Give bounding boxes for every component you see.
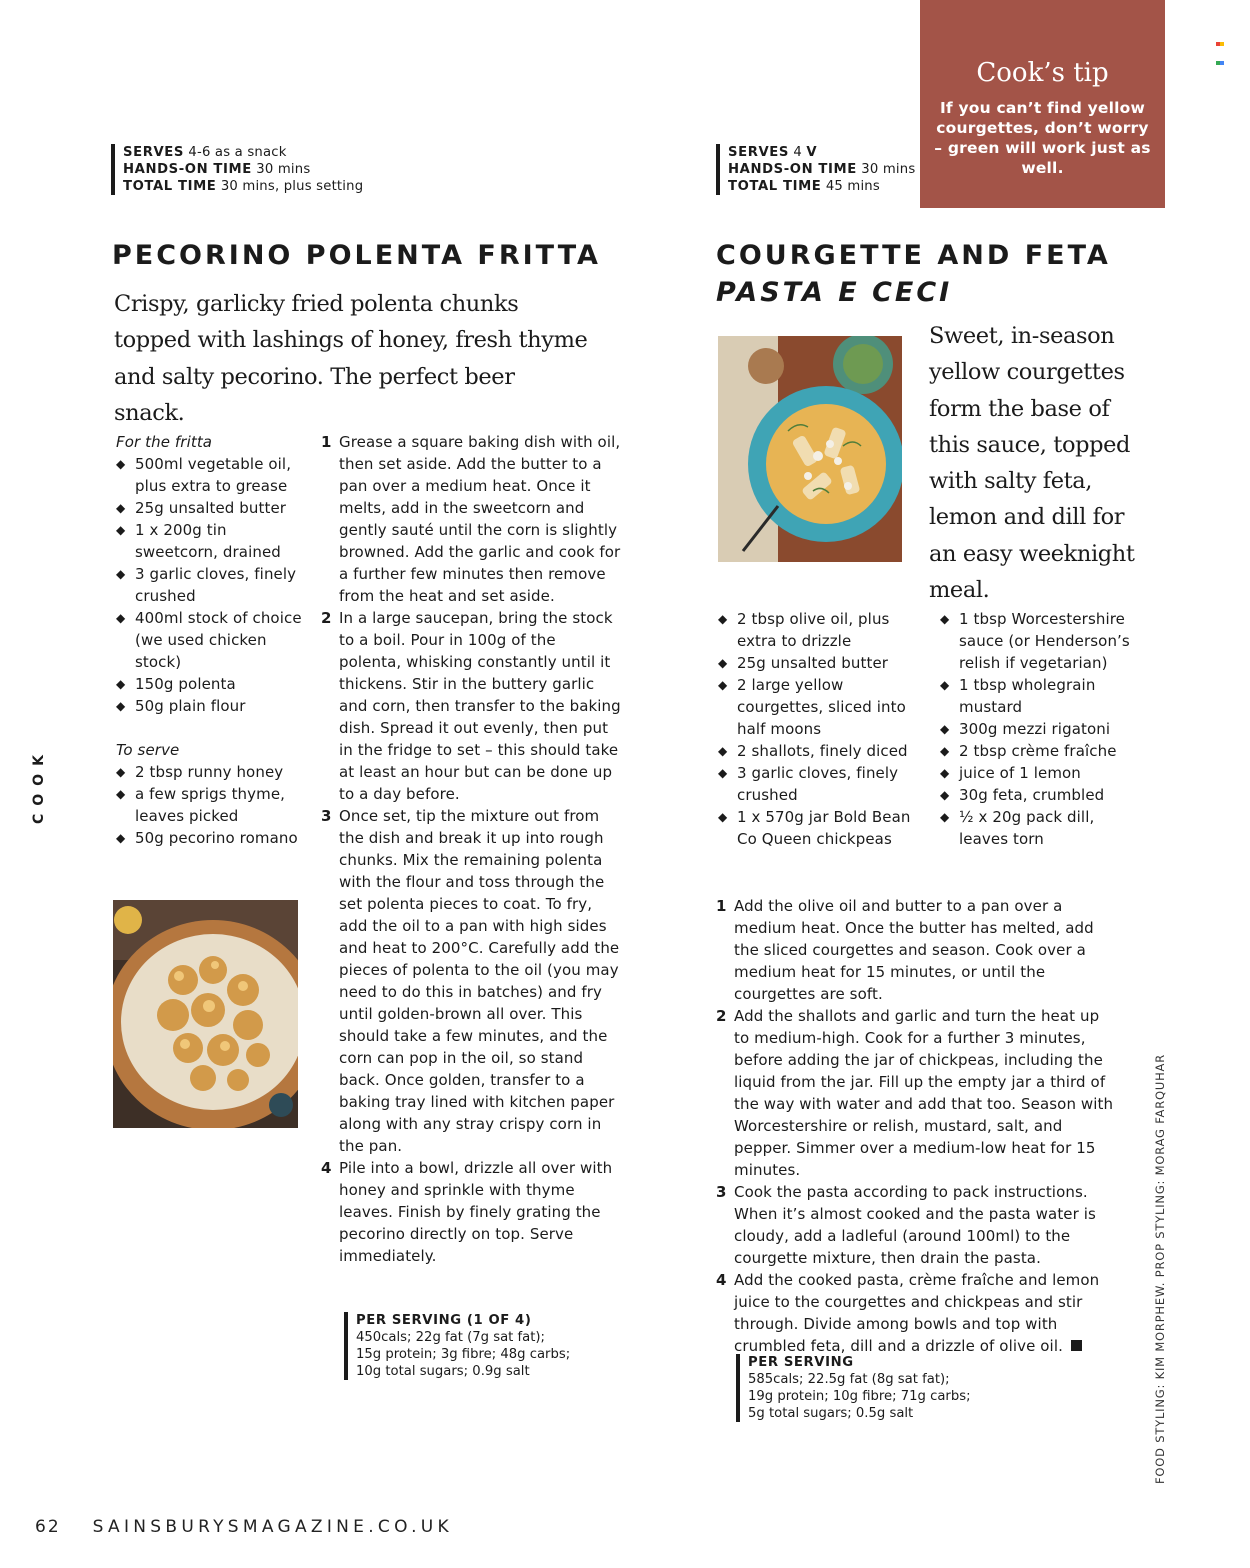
polenta-fritta-illustration bbox=[113, 900, 298, 1128]
ingredient-item: ◆ 300g mezzi rigatoni bbox=[940, 718, 1140, 740]
recipe2-timings bbox=[716, 144, 916, 195]
ingredients-heading-fritta: For the fritta bbox=[116, 433, 213, 451]
courgette-pasta-illustration bbox=[718, 336, 902, 562]
hands-on-label: HANDS-ON TIME bbox=[728, 162, 857, 177]
step-text: Grease a square baking dish with oil, then set aside. Add the butter to a pan over a medium heat. Once it melts, add in the sweetcorn and gently sauté until the corn is slightly browned. Add the garlic and cook for a further few minutes then remove from the heat and set aside. bbox=[339, 433, 621, 605]
nutrition-heading: PER SERVING (1 OF 4) bbox=[356, 1313, 532, 1328]
corner-logo-dots bbox=[1216, 31, 1226, 40]
step-number: 1 bbox=[716, 897, 727, 915]
cooks-tip-box bbox=[920, 0, 1165, 208]
ingredient-item: ◆ 3 garlic cloves, finely crushed bbox=[718, 762, 918, 806]
end-of-recipe-marker bbox=[1071, 1340, 1082, 1351]
step-number: 3 bbox=[716, 1183, 727, 1201]
nutrition-line: 585cals; 22.5g fat (8g sat fat); bbox=[748, 1372, 950, 1387]
method-step bbox=[321, 431, 621, 607]
nutrition-line: 5g total sugars; 0.5g salt bbox=[748, 1406, 914, 1421]
recipe1-intro: Crispy, garlicky fried polenta chunks topped with lashings of honey, fresh thyme and salty pecorino. The perfect beer snack. bbox=[114, 291, 588, 426]
recipe2-intro: Sweet, in-season yellow courgettes form the base of this sauce, topped with salty feta, lemon and dill for an easy weeknight meal. bbox=[929, 323, 1135, 604]
recipe2-ingredients-right bbox=[940, 608, 1140, 850]
photo-credits: FOOD STYLING: KIM MORPHEW. PROP STYLING: MORAG FARQUHAR bbox=[1153, 1054, 1167, 1484]
method-step bbox=[716, 895, 1116, 1005]
page-footer bbox=[35, 1517, 453, 1537]
ingredient-item: ◆ 500ml vegetable oil, plus extra to grease bbox=[116, 453, 306, 497]
ingredient-item: ◆ 3 garlic cloves, finely crushed bbox=[116, 563, 306, 607]
ingredient-item: ◆ ½ x 20g pack dill, leaves torn bbox=[940, 806, 1140, 850]
serves-value: 4-6 as a snack bbox=[188, 145, 287, 160]
ingredient-item: ◆ 25g unsalted butter bbox=[718, 652, 918, 674]
step-number: 1 bbox=[321, 433, 332, 451]
ingredient-item: ◆ 2 large yellow courgettes, sliced into half moons bbox=[718, 674, 918, 740]
ingredient-item: ◆ 2 tbsp runny honey bbox=[116, 761, 306, 783]
step-text: Add the olive oil and butter to a pan over a medium heat. Once the butter has melted, add the sliced courgettes and season. Cook over a medium heat for 15 minutes, or until the courgettes are soft. bbox=[734, 897, 1094, 1003]
ingredient-item: ◆ 1 x 570g jar Bold Bean Co Queen chickpeas bbox=[718, 806, 918, 850]
recipe1-nutrition bbox=[344, 1312, 604, 1380]
ingredient-item: ◆ 30g feta, crumbled bbox=[940, 784, 1140, 806]
section-tag: COOK bbox=[31, 747, 47, 824]
ingredient-item: ◆ 50g pecorino romano bbox=[116, 827, 306, 849]
total-time-label: TOTAL TIME bbox=[123, 179, 217, 194]
recipe2-title-line2: PASTA E CECI bbox=[716, 277, 953, 308]
vegetarian-mark: V bbox=[806, 145, 818, 160]
step-text: Add the cooked pasta, crème fraîche and lemon juice to the courgettes and chickpeas and stir through. Divide among bowls and top with crumbled feta, dill and a drizzle of olive oil. bbox=[734, 1271, 1100, 1355]
nutrition-line: 19g protein; 10g fibre; 71g carbs; bbox=[748, 1389, 971, 1404]
hands-on-label: HANDS-ON TIME bbox=[123, 162, 252, 177]
step-number: 4 bbox=[716, 1271, 727, 1289]
total-time-label: TOTAL TIME bbox=[728, 179, 822, 194]
nutrition-line: 10g total sugars; 0.9g salt bbox=[356, 1364, 530, 1379]
ingredient-item: ◆ juice of 1 lemon bbox=[940, 762, 1140, 784]
ingredient-item: ◆ 150g polenta bbox=[116, 673, 306, 695]
hands-on-value: 30 mins bbox=[256, 162, 311, 177]
polenta-fritta-photo bbox=[113, 900, 298, 1128]
step-number: 4 bbox=[321, 1159, 332, 1177]
method-step bbox=[321, 607, 621, 805]
method-step bbox=[321, 805, 621, 1157]
recipe2-title bbox=[716, 237, 1111, 311]
recipe1-method bbox=[321, 431, 621, 1267]
method-step bbox=[716, 1005, 1116, 1181]
ingredient-item: ◆ 50g plain flour bbox=[116, 695, 306, 717]
ingredient-item: ◆ 2 shallots, finely diced bbox=[718, 740, 918, 762]
recipe1-ingredients bbox=[116, 431, 306, 849]
ingredients-heading-serve: To serve bbox=[116, 741, 180, 759]
ingredient-item: ◆ 1 tbsp Worcestershire sauce (or Henderson’s relish if vegetarian) bbox=[940, 608, 1140, 674]
method-step bbox=[321, 1157, 621, 1267]
ingredient-item: ◆ 1 tbsp wholegrain mustard bbox=[940, 674, 1140, 718]
total-time-value: 30 mins, plus setting bbox=[220, 179, 364, 194]
nutrition-heading: PER SERVING bbox=[748, 1355, 854, 1370]
recipe2-title-line1: COURGETTE AND FETA bbox=[716, 240, 1111, 271]
total-time-value: 45 mins bbox=[825, 179, 880, 194]
hands-on-value: 30 mins bbox=[861, 162, 916, 177]
serves-value: 4 bbox=[793, 145, 802, 160]
nutrition-line: 15g protein; 3g fibre; 48g carbs; bbox=[356, 1347, 571, 1362]
step-number: 2 bbox=[321, 609, 332, 627]
cooks-tip-body: If you can’t find yellow courgettes, don’t worry – green will work just as well. bbox=[934, 99, 1151, 177]
nutrition-line: 450cals; 22g fat (7g sat fat); bbox=[356, 1330, 545, 1345]
recipe1-title: PECORINO POLENTA FRITTA bbox=[112, 240, 601, 271]
footer-site-url: SAINSBURYSMAGAZINE.CO.UK bbox=[92, 1517, 453, 1537]
ingredient-item: ◆ 2 tbsp crème fraîche bbox=[940, 740, 1140, 762]
ingredient-item: ◆ 25g unsalted butter bbox=[116, 497, 306, 519]
page-number: 62 bbox=[35, 1517, 61, 1537]
recipe2-nutrition bbox=[736, 1354, 996, 1422]
recipe1-timings bbox=[111, 144, 431, 195]
recipe2-method bbox=[716, 895, 1116, 1357]
serves-label: SERVES bbox=[123, 145, 184, 160]
step-text: In a large saucepan, bring the stock to a boil. Pour in 100g of the polenta, whisking constantly until it thickens. Stir in the buttery garlic and corn, then transfer to the baking dish. Spread it out evenly, then put in the fridge to set – this should take at least an hour but can be done up to a day before. bbox=[339, 609, 621, 803]
step-text: Once set, tip the mixture out from the dish and break it up into rough chunks. Mix the remaining polenta with the flour and toss through the set polenta pieces to coat. To fry, add the oil to a pan with high sides and heat to 200°C. Carefully add the pieces of polenta to the oil (you may need to do this in batches) and fry until golden-brown all over. This should take a few minutes, and the corn can pop in the oil, so stand back. Once golden, transfer to a baking tray lined with kitchen paper along with any stray crispy corn in the pan. bbox=[339, 807, 620, 1155]
method-step bbox=[716, 1181, 1116, 1269]
step-number: 3 bbox=[321, 807, 332, 825]
step-text: Pile into a bowl, drizzle all over with honey and sprinkle with thyme leaves. Finish by finely grating the pecorino directly on top. Serve immediately. bbox=[339, 1159, 613, 1265]
serves-label: SERVES bbox=[728, 145, 789, 160]
recipe2-ingredients-left bbox=[718, 608, 918, 850]
step-text: Cook the pasta according to pack instructions. When it’s almost cooked and the pasta water is cloudy, add a ladleful (around 100ml) to the courgette mixture, then drain the pasta. bbox=[734, 1183, 1096, 1267]
ingredient-item: ◆ a few sprigs thyme, leaves picked bbox=[116, 783, 306, 827]
ingredient-item: ◆ 400ml stock of choice (we used chicken stock) bbox=[116, 607, 306, 673]
step-number: 2 bbox=[716, 1007, 727, 1025]
ingredient-item: ◆ 1 x 200g tin sweetcorn, drained bbox=[116, 519, 306, 563]
method-step bbox=[716, 1269, 1116, 1357]
courgette-pasta-photo bbox=[718, 336, 902, 562]
step-text: Add the shallots and garlic and turn the heat up to medium-high. Cook for a further 3 minutes, before adding the jar of chickpeas, including the liquid from the jar. Fill up the empty jar a third of the way with water and add that too. Season with Worcestershire or relish, mustard, salt, and pepper. Simmer over a medium-low heat for 15 minutes. bbox=[734, 1007, 1114, 1179]
cooks-tip-title: Cook’s tip bbox=[976, 58, 1109, 88]
ingredient-item: ◆ 2 tbsp olive oil, plus extra to drizzle bbox=[718, 608, 918, 652]
